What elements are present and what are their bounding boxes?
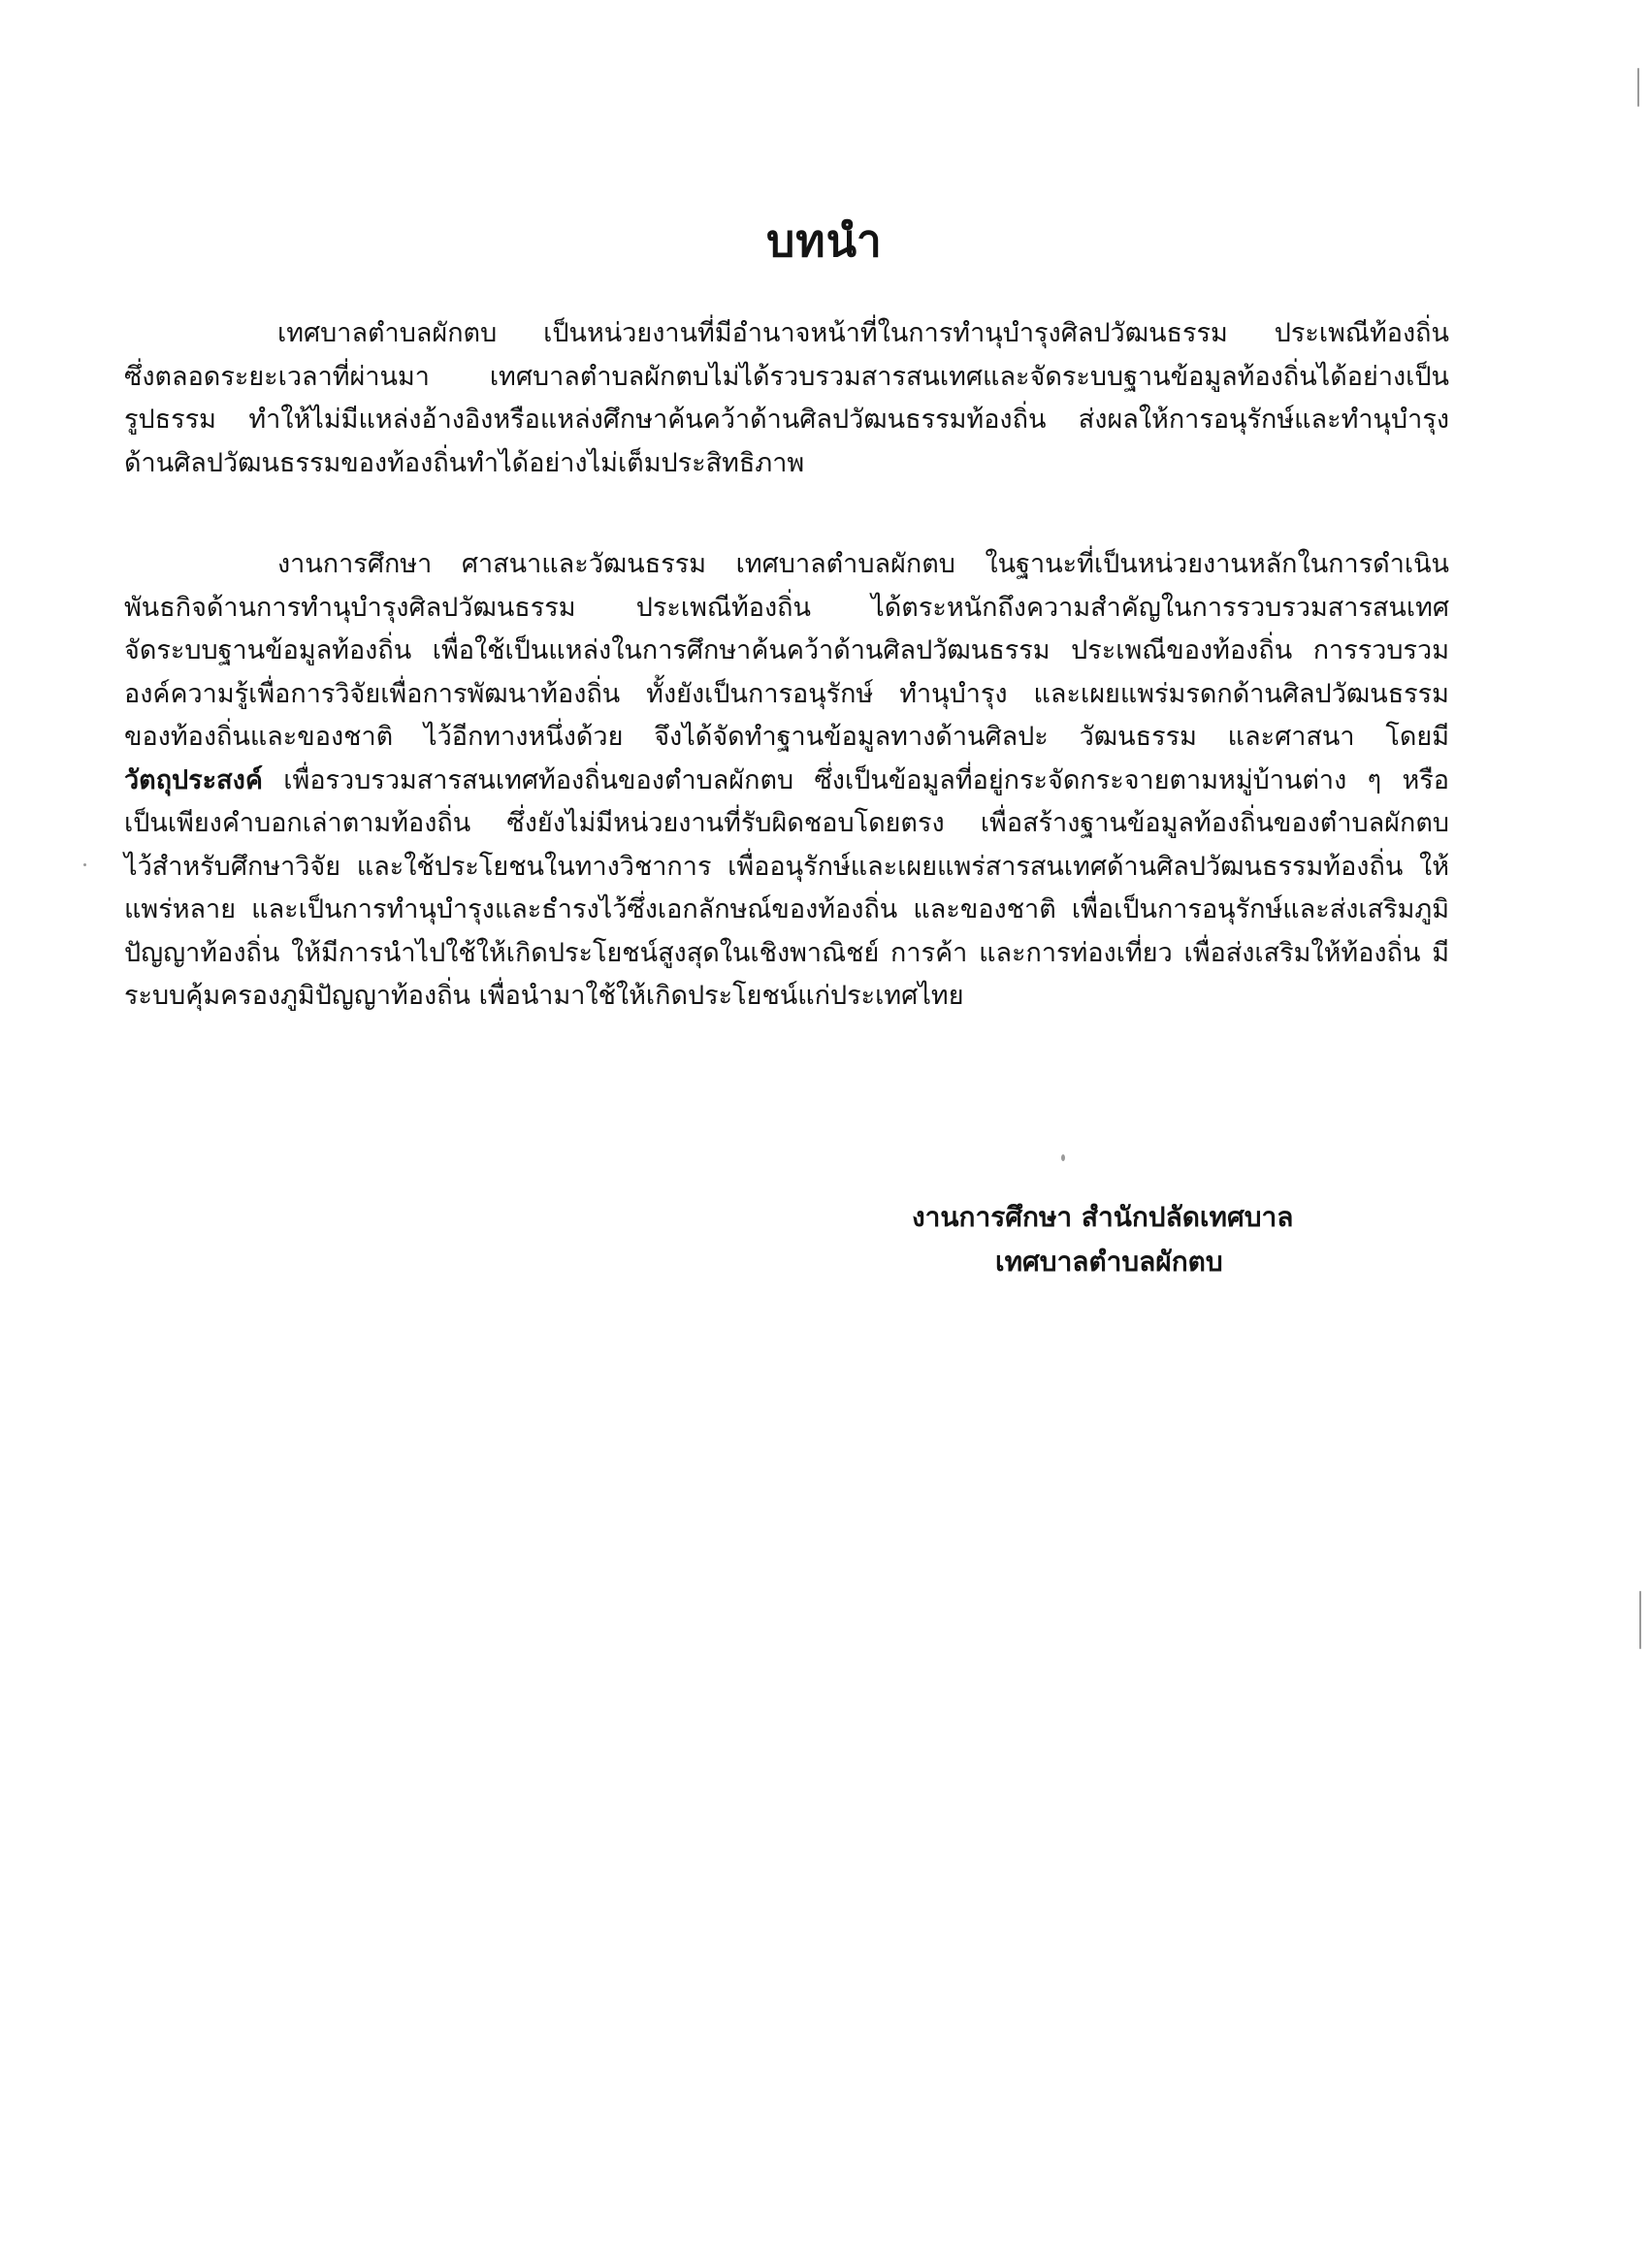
scan-speck [1637, 68, 1639, 107]
signature-organization: เทศบาลตำบลผักตบ [995, 1246, 1223, 1278]
paragraph-line: รูปธรรม ทำให้ไม่มีแหล่งอ้างอิงหรือแหล่งศึกษาค้นคว้าด้านศิลปวัฒนธรรมท้องถิ่น ส่งผลให้การอนุรักษ์และทำนุบำรุง [124, 405, 1449, 435]
objective-line [124, 760, 1449, 803]
paragraph-1 [124, 312, 1449, 485]
signature-department: งานการศึกษา สำนักปลัดเทศบาล [912, 1201, 1294, 1233]
paragraph-line: ไว้สำหรับศึกษาวิจัย และใช้ประโยชนในทางวิชาการ เพื่ออนุรักษ์และเผยแพร่สารสนเทศด้านศิลปวัฒนธรรมท้องถิ่น ให้ [124, 851, 1449, 882]
paragraph-line: แพร่หลาย และเป็นการทำนุบำรุงและธำรงไว้ซึ่งเอกลักษณ์ของท้องถิ่น และของชาติ เพื่อเป็นการอนุรักษ์และส่งเสริมภูมิ [124, 894, 1449, 924]
paragraph-line: จัดระบบฐานข้อมูลท้องถิ่น เพื่อใช้เป็นแหล่งในการศึกษาค้นคว้าด้านศิลปวัฒนธรรม ประเพณีของท้องถิ่น การรวบรวม [124, 635, 1449, 665]
scan-speck [1639, 1591, 1641, 1649]
signature-block [912, 1195, 1293, 1284]
paragraph-2-text [124, 543, 1449, 1019]
objective-label: วัตถุประสงค์ [124, 764, 263, 795]
paragraph-1-text [124, 312, 1449, 485]
paragraph-line: องค์ความรู้เพื่อการวิจัยเพื่อการพัฒนาท้องถิ่น ทั้งยังเป็นการอนุรักษ์ ทำนุบำรุง และเผยแพร่มรดกด้านศิลปวัฒนธรรม [124, 678, 1449, 709]
objective-text: เพื่อรวบรวมสารสนเทศท้องถิ่นของตำบลผักตบ ซึ่งเป็นข้อมูลที่อยู่กระจัดกระจายตามหมู่บ้านต่าง ๆ หรือ [283, 764, 1449, 795]
scan-speck [1061, 1154, 1065, 1161]
paragraph-2 [124, 543, 1449, 1019]
paragraph-line: เทศบาลตำบลผักตบ เป็นหน่วยงานที่มีอำนาจหน้าที่ในการทำนุบำรุงศิลปวัฒนธรรม ประเพณีท้องถิ่น [277, 318, 1449, 348]
paragraph-line: ของท้องถิ่นและของชาติ ไว้อีกทางหนึ่งด้วย จึงได้จัดทำฐานข้อมูลทางด้านศิลปะ วัฒนธรรม และศาสนา โดยมี [124, 722, 1449, 752]
paragraph-line: ซึ่งตลอดระยะเวลาที่ผ่านมา เทศบาลตำบลผักตบไม่ได้รวบรวมสารสนเทศและจัดระบบฐานข้อมูลท้องถิ่นได้อย่างเป็น [124, 361, 1449, 392]
paragraph-line: งานการศึกษา ศาสนาและวัฒนธรรม เทศบาลตำบลผักตบ ในฐานะที่เป็นหน่วยงานหลักในการดำเนิน [277, 549, 1449, 579]
paragraph-line: พันธกิจด้านการทำนุบำรุงศิลปวัฒนธรรม ประเพณีท้องถิ่น ได้ตระหนักถึงความสำคัญในการรวบรวมสารสนเทศ [124, 592, 1449, 623]
page-title: บทนำ [766, 214, 883, 267]
paragraph-line: ระบบคุ้มครองภูมิปัญญาท้องถิ่น เพื่อนำมาใช้ให้เกิดประโยชน์แก่ประเทศไทย [124, 981, 964, 1011]
paragraph-line: ปัญญาท้องถิ่น ให้มีการนำไปใช้ให้เกิดประโยชน์สูงสุดในเชิงพาณิชย์ การค้า และการท่องเที่ยว เพื่อส่งเสริมให้ท้องถิ่น มี [124, 937, 1449, 968]
paragraph-line: ด้านศิลปวัฒนธรรมของท้องถิ่นทำได้อย่างไม่เต็มประสิทธิภาพ [124, 447, 805, 478]
scan-speck [83, 863, 86, 866]
paragraph-line: เป็นเพียงคำบอกเล่าตามท้องถิ่น ซึ่งยังไม่มีหน่วยงานที่รับผิดชอบโดยตรง เพื่อสร้างฐานข้อมูลท้องถิ่นของตำบลผักตบ [124, 808, 1449, 838]
